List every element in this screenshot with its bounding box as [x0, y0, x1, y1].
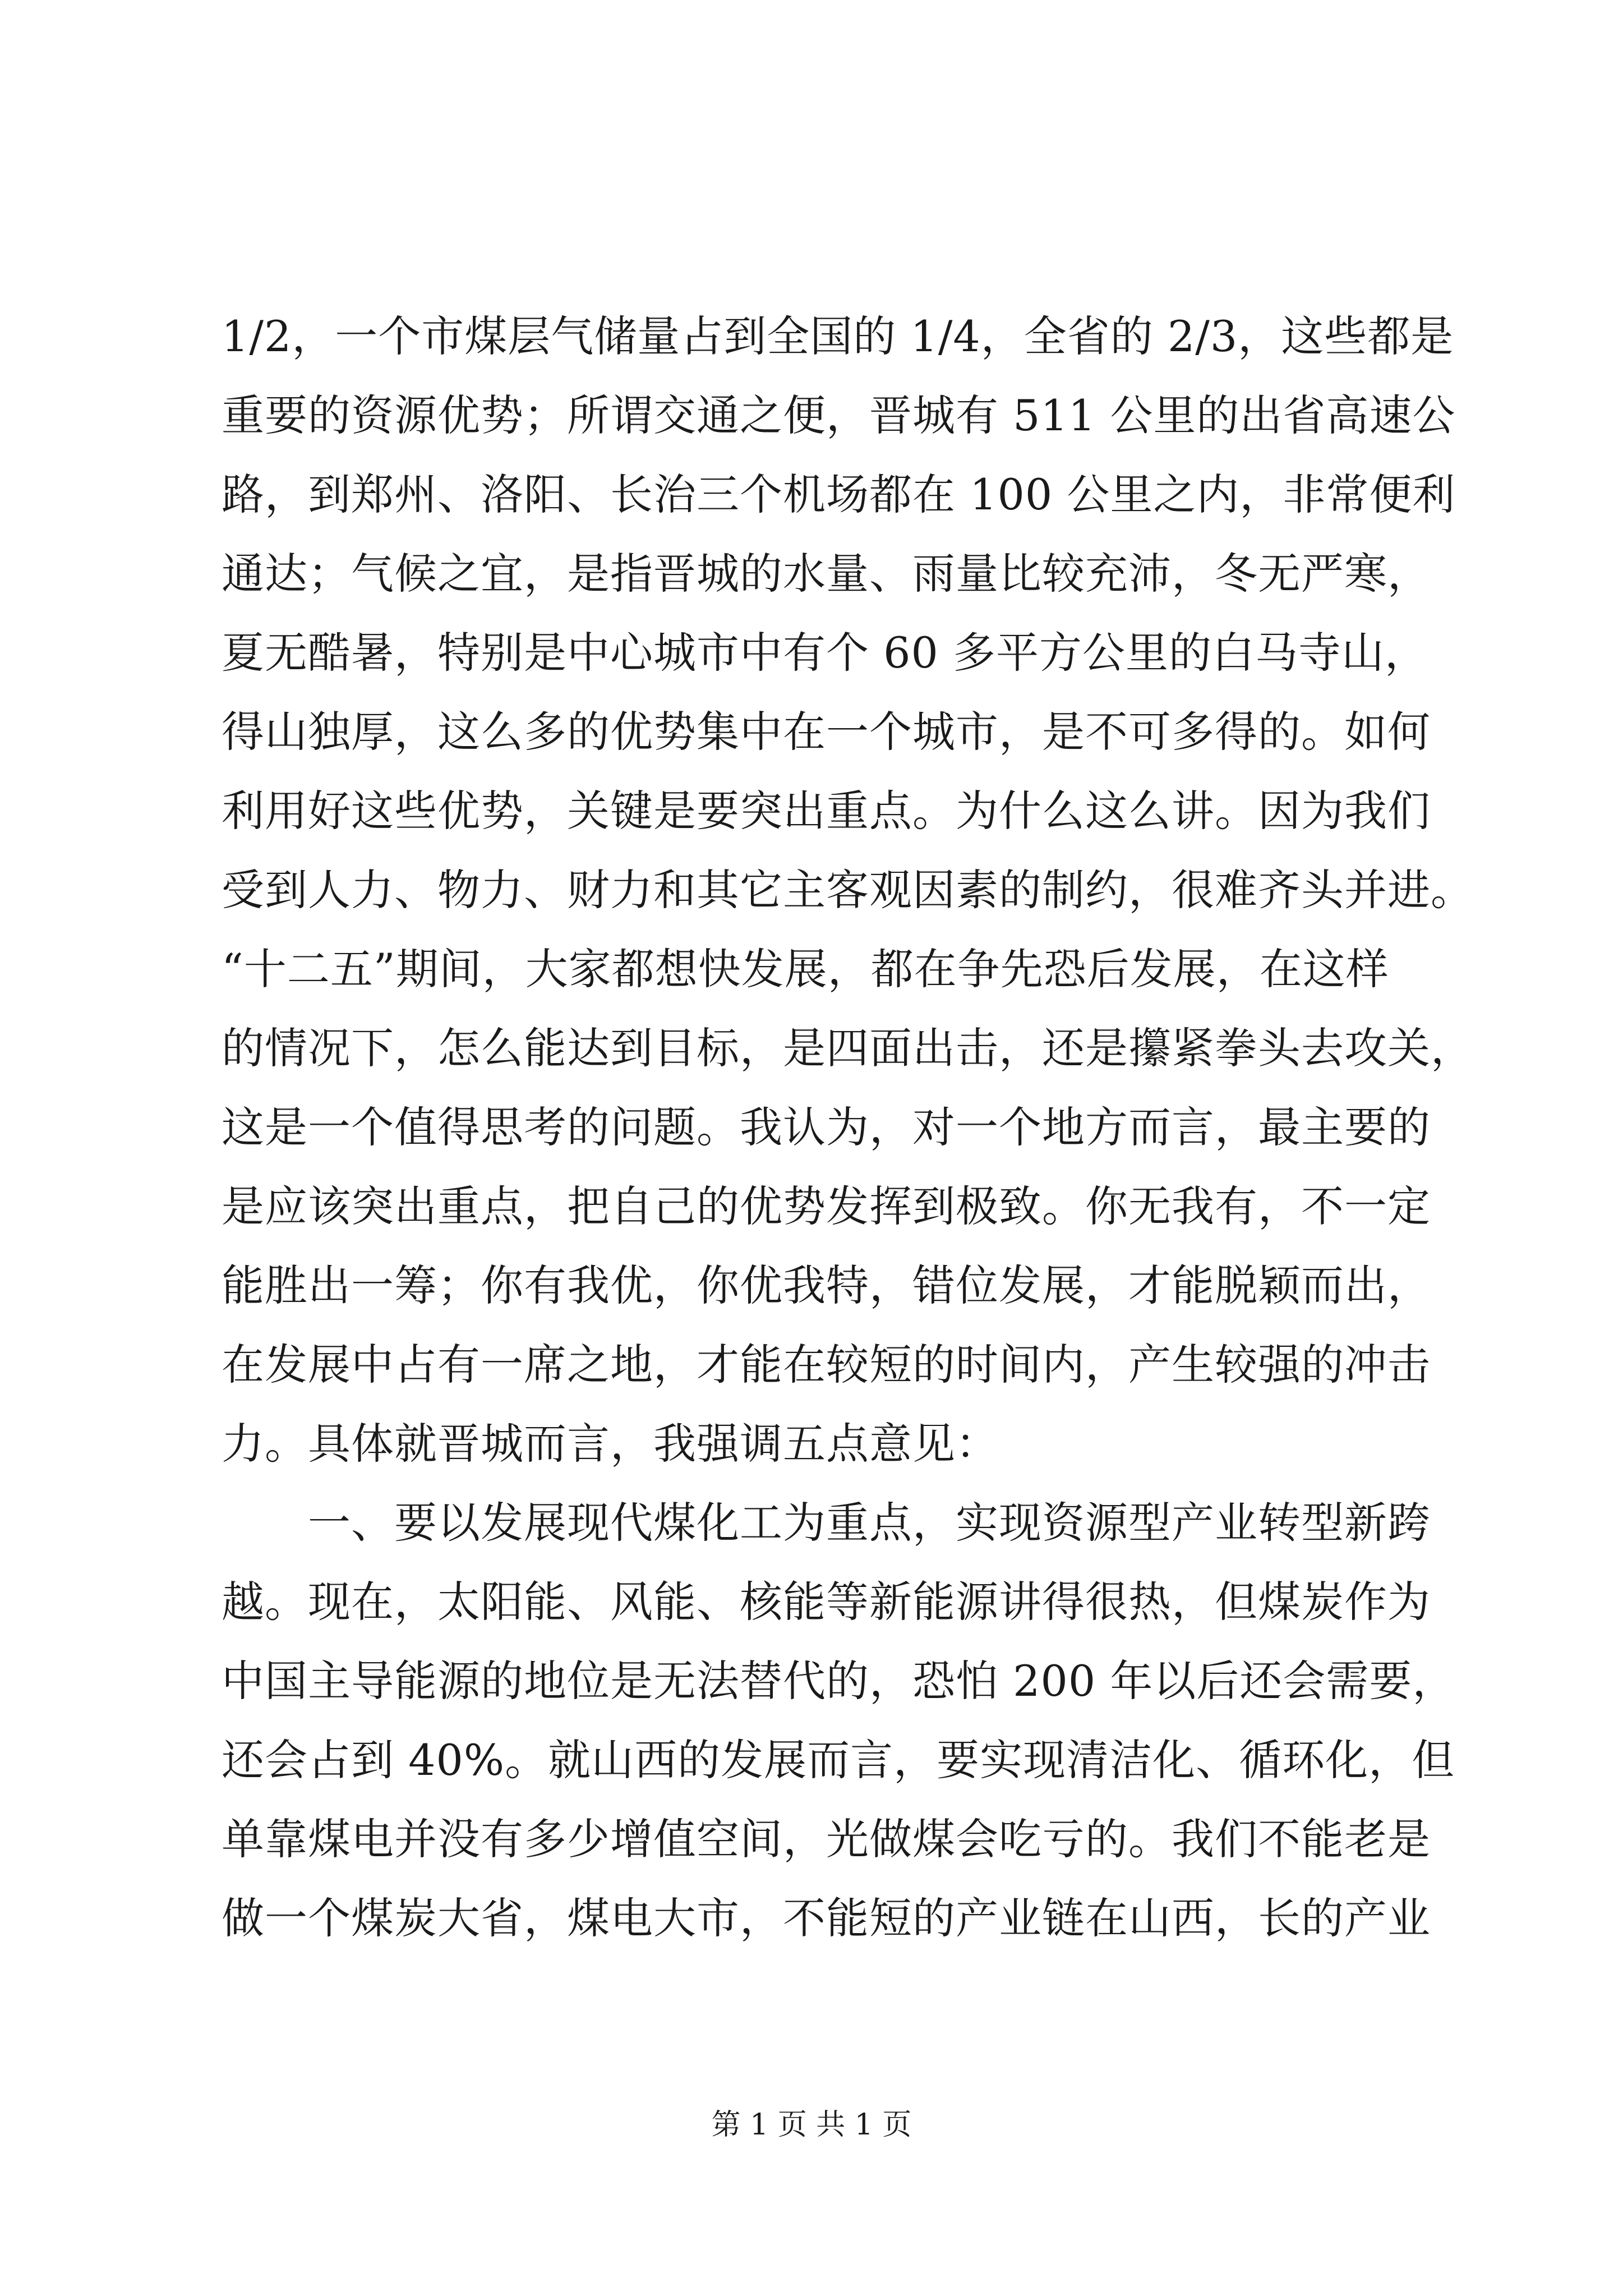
body-text-line: 越。现在，太阳能、风能、核能等新能源讲得很热，但煤炭作为 — [222, 1577, 1431, 1627]
body-text-line: 做一个煤炭大省，煤电大市，不能短的产业链在山西，长的产业 — [222, 1893, 1431, 1943]
body-text-line: 力。具体就晋城而言，我强调五点意见： — [222, 1419, 999, 1469]
body-text-line: 重要的资源优势；所谓交通之便，晋城有 511 公里的出省高速公 — [222, 390, 1456, 440]
body-text-line: 是应该突出重点，把自己的优势发挥到极致。你无我有，不一定 — [222, 1181, 1431, 1231]
body-text-line: 能胜出一筹；你有我优，你优我特，错位发展，才能脱颖而出， — [222, 1260, 1431, 1310]
body-text-line: 1/2，一个市煤层气储量占到全国的 1/4，全省的 2/3，这些都是 — [222, 311, 1454, 361]
paragraph-start-line: 一、要以发展现代煤化工为重点，实现资源型产业转型新跨 — [222, 1498, 1431, 1548]
page-footer: 第 1 页 共 1 页 — [711, 2108, 912, 2142]
body-text-line: 还会占到 40%。就山西的发展而言，要实现清洁化、循环化，但 — [222, 1735, 1455, 1785]
body-text-line: 通达；气候之宜，是指晋城的水量、雨量比较充沛，冬无严寒， — [222, 549, 1431, 599]
body-text-line: 得山独厚，这么多的优势集中在一个城市，是不可多得的。如何 — [222, 707, 1431, 757]
body-text-line: 中国主导能源的地位是无法替代的，恐怕 200 年以后还会需要， — [222, 1656, 1456, 1706]
body-text-line: “十二五”期间，大家都想快发展，都在争先恐后发展，在这样 — [222, 944, 1389, 994]
body-text-line: 路，到郑州、洛阳、长治三个机场都在 100 公里之内，非常便利 — [222, 470, 1456, 519]
body-text-line: 这是一个值得思考的问题。我认为，对一个地方而言，最主要的 — [222, 1102, 1431, 1152]
body-text-line: 利用好这些优势，关键是要突出重点。为什么这么讲。因为我们 — [222, 786, 1431, 836]
body-text-line: 受到人力、物力、财力和其它主客观因素的制约，很难齐头并进。 — [222, 865, 1474, 915]
body-text-line: 夏无酷暑，特别是中心城市中有个 60 多平方公里的白马寺山， — [222, 628, 1428, 678]
body-text-line: 单靠煤电并没有多少增值空间，光做煤会吃亏的。我们不能老是 — [222, 1814, 1431, 1864]
body-text-line: 在发展中占有一席之地，才能在较短的时间内，产生较强的冲击 — [222, 1340, 1431, 1389]
body-text-line: 的情况下，怎么能达到目标，是四面出击，还是攥紧拳头去攻关， — [222, 1023, 1474, 1073]
